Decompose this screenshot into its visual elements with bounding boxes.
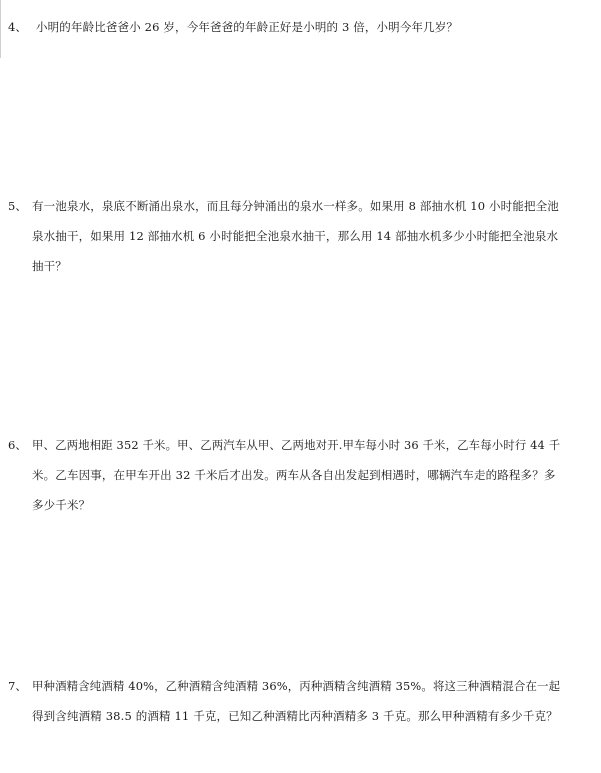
question-number: 6、 xyxy=(8,438,27,452)
question-text-line: 泉水抽干，如果用 12 部抽水机 6 小时能把全池泉水抽干，那么用 14 部抽水机多少小时能把全池泉水 xyxy=(32,229,559,243)
question-text-line: 有一池泉水，泉底不断涌出泉水，而且每分钟涌出的泉水一样多。如果用 8 部抽水机 10 小时能把全池 xyxy=(32,199,559,213)
question-number: 5、 xyxy=(8,199,27,213)
question-text-line: 甲种酒精含纯酒精 40%，乙种酒精含纯酒精 36%，丙种酒精含纯酒精 35%。将这三种酒精混合在一起 xyxy=(32,679,561,693)
question-text-line: 抽干？ xyxy=(32,259,67,273)
question-text-line: 得到含纯酒精 38.5 的酒精 11 千克，已知乙种酒精比丙种酒精多 3 千克。那么甲种酒精有多少千克？ xyxy=(32,709,558,723)
question-number: 4、 xyxy=(8,20,27,34)
question-text-line: 米。乙车因事，在甲车开出 32 千米后才出发。两车从各自出发起到相遇时，哪辆汽车走的路程多？多 xyxy=(32,468,556,482)
question-text-line: 甲、乙两地相距 352 千米。甲、乙两汽车从甲、乙两地对开.甲车每小时 36 千米，乙车每小时行 44 千 xyxy=(32,438,561,452)
page-edge-rule xyxy=(0,0,1,58)
question-number: 7、 xyxy=(8,679,27,693)
question-text-line: 小明的年龄比爸爸小 26 岁，今年爸爸的年龄正好是小明的 3 倍，小明今年几岁？ xyxy=(36,20,459,34)
question-text-line: 多少千米？ xyxy=(32,498,91,512)
